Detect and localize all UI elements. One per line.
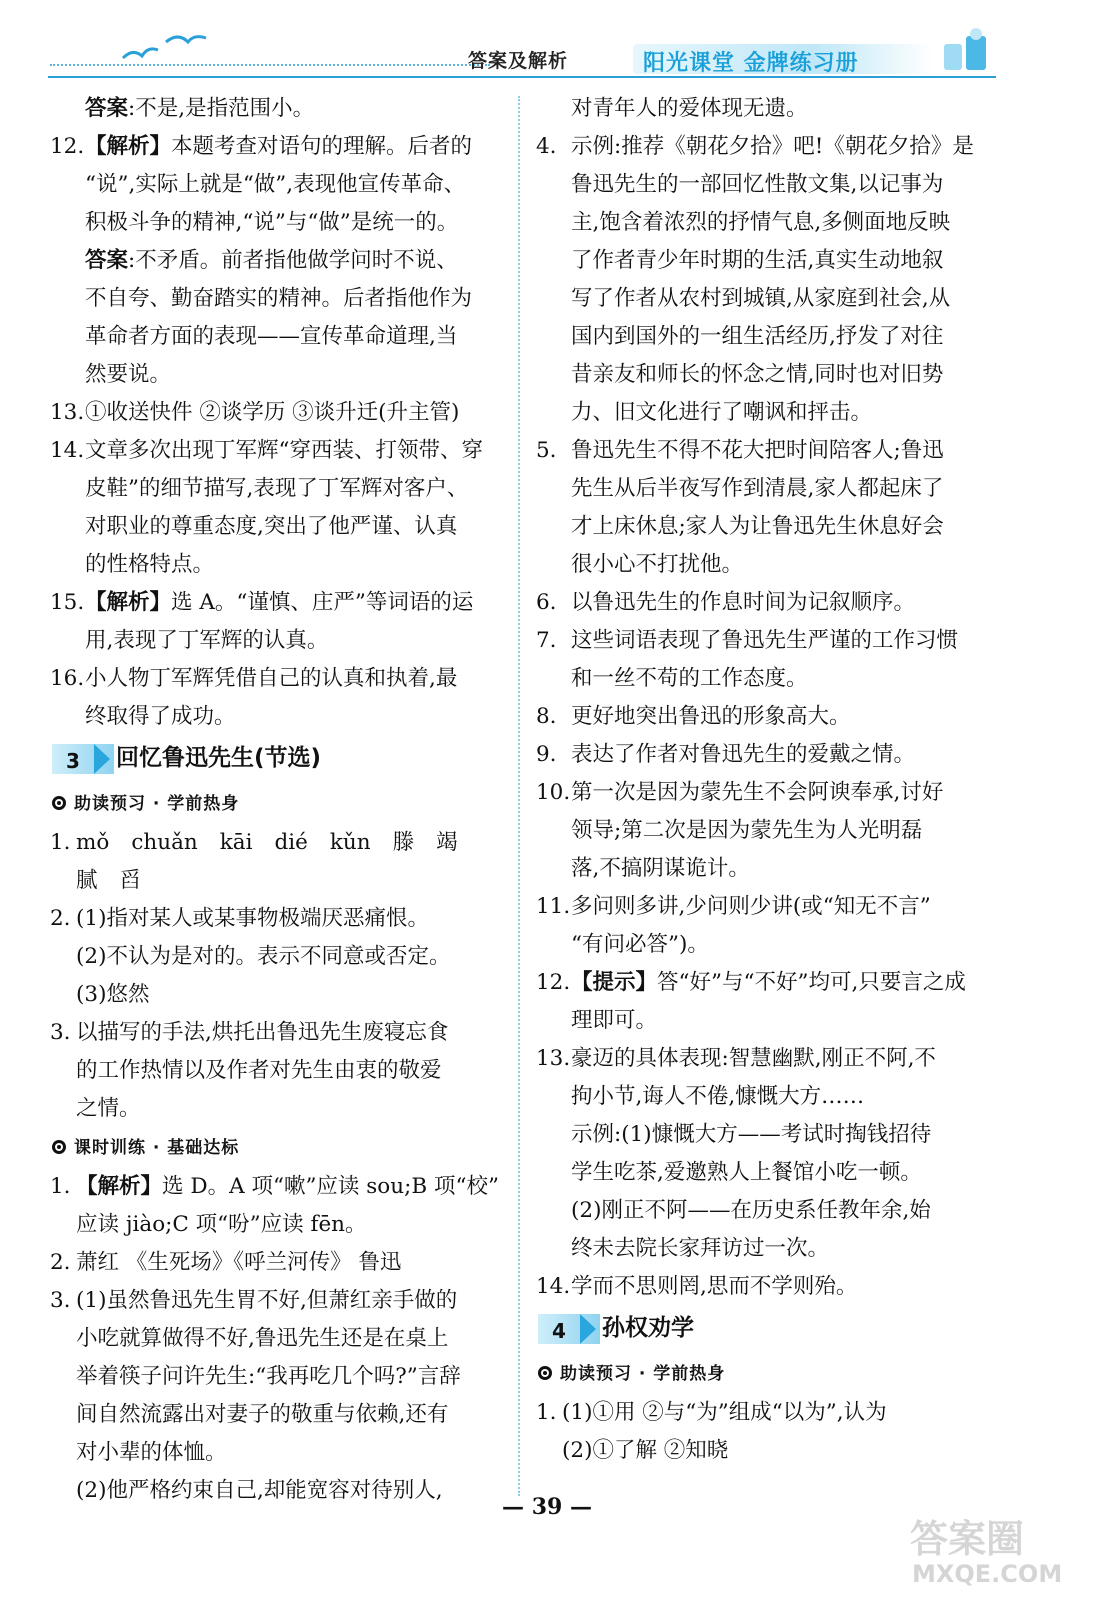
item-line: 理即可。	[571, 1008, 658, 1033]
item-line: 学生吃茶,爱邀熟人上餐馆小吃一顿。	[571, 1160, 922, 1185]
item-line: 力、旧文化进行了嘲讽和抨击。	[571, 400, 873, 425]
item-number: 12.	[50, 134, 85, 159]
item-number: 14.	[50, 438, 85, 463]
answer-item	[50, 128, 520, 242]
pinyin-item: mǒ	[76, 830, 110, 855]
page-number: — 39 —	[502, 1494, 592, 1520]
right-column	[536, 90, 1006, 1470]
item-line: 国内到国外的一组生活经历,抒发了对往	[571, 324, 944, 349]
item-number: 1.	[50, 830, 71, 855]
answer-item	[50, 1168, 520, 1244]
item-line: 拘小节,诲人不倦,慷慨大方……	[571, 1084, 865, 1109]
svg-text:MXQE.COM: MXQE.COM	[912, 1560, 1063, 1588]
answer-item	[536, 1040, 1006, 1268]
item-line: 这些词语表现了鲁迅先生严谨的工作习惯	[571, 628, 959, 653]
item-line: 很小心不打扰他。	[571, 552, 744, 577]
pinyin-item: 竭	[436, 830, 458, 855]
answer-label: 答案	[85, 96, 129, 121]
page-header	[48, 40, 996, 82]
item-line: 文章多次出现丁军辉“穿西装、打领带、穿	[85, 438, 483, 463]
item-number: 4.	[536, 134, 557, 159]
item-line: 【解析】本题考查对语句的理解。后者的	[85, 134, 473, 159]
item-number: 3.	[50, 1288, 71, 1313]
bullet-icon	[538, 1366, 552, 1380]
item-number: 2.	[50, 906, 71, 931]
pinyin-item: dié	[274, 830, 308, 855]
item-tag: 【提示】	[571, 970, 658, 995]
section-number: 4	[552, 1319, 566, 1343]
item-tag: 【解析】	[85, 134, 172, 159]
item-line: ①收送快件 ②谈学历 ③谈升迁(升主管)	[85, 400, 460, 425]
answer-item	[50, 900, 520, 1014]
item-line: 以鲁迅先生的作息时间为记叙顺序。	[571, 590, 916, 615]
item-number: 1.	[50, 1174, 71, 1199]
item-line: 和一丝不苟的工作态度。	[571, 666, 808, 691]
item-line: 【提示】答“好”与“不好”均可,只要言之成	[571, 970, 966, 995]
header-title: 答案及解析	[468, 50, 569, 72]
answer-item	[536, 432, 1006, 584]
answer-item	[536, 1394, 1006, 1470]
item-line: “有问必答”)。	[571, 932, 709, 957]
item-line: 更好地突出鲁迅的形象高大。	[571, 704, 851, 729]
subsection-heading: 课时训练 · 基础达标	[50, 1128, 520, 1168]
item-line: (1)虽然鲁迅先生胃不好,但萧红亲手做的	[76, 1288, 458, 1313]
item-line: 示例:(1)慷慨大方——考试时掏钱招待	[571, 1122, 932, 1147]
pinyin-item: 舀	[119, 868, 142, 893]
header-rule	[48, 76, 996, 78]
svg-text:答案圈: 答案圈	[910, 1517, 1025, 1561]
item-number: 1.	[536, 1400, 557, 1425]
item-number: 15.	[50, 590, 85, 615]
item-line: (2)不认为是对的。表示不同意或否定。	[76, 944, 451, 969]
pinyin-item: 滕	[392, 830, 415, 855]
item-line: “说”,实际上就是“做”,表现他宣传革命、	[85, 172, 466, 197]
pinyin-item: chuǎn	[131, 830, 198, 855]
item-number: 9.	[536, 742, 557, 767]
answer-item	[50, 432, 520, 584]
item-line: 多问则多讲,少问则少讲(或“知无不言”	[571, 894, 931, 919]
item-line: 应读 jiào;C 项“吩”应读 fēn。	[76, 1212, 367, 1237]
item-line: 先生从后半夜写作到清晨,家人都起床了	[571, 476, 944, 501]
item-line: 落,不搞阴谋诡计。	[571, 856, 750, 881]
item-line: 皮鞋”的细节描写,表现了丁军辉对客户、	[85, 476, 469, 501]
answer-item	[536, 1268, 1006, 1306]
item-number: 3.	[50, 1020, 71, 1045]
answer-item	[536, 622, 1006, 698]
item-number: 6.	[536, 590, 557, 615]
item-line: 领导;第二次是因为蒙先生为人光明磊	[571, 818, 923, 843]
item-line: 积极斗争的精神,“说”与“做”是统一的。	[85, 210, 459, 235]
item-line: 的性格特点。	[85, 552, 215, 577]
item-line: 小吃就算做得不好,鲁迅先生还是在桌上	[76, 1326, 449, 1351]
item-line: 用,表现了丁军辉的认真。	[85, 628, 329, 653]
item-line: 豪迈的具体表现:智慧幽默,刚正不阿,不	[571, 1046, 936, 1071]
section-heading	[50, 738, 520, 784]
item-line: 小人物丁军辉凭借自己的认真和执着,最	[85, 666, 458, 691]
section-heading	[536, 1308, 1006, 1354]
answer-line: 答案:不矛盾。前者指他做学问时不说、	[85, 248, 458, 273]
item-line: (2)他严格约束自己,却能宽容对待别人,	[76, 1478, 443, 1503]
answer-item	[50, 824, 520, 900]
answer-item	[50, 584, 520, 660]
subsection-heading: 助读预习 · 学前热身	[50, 784, 520, 824]
item-line: 的工作热情以及作者对先生由衷的敬爱	[76, 1058, 442, 1083]
answer-line: 答案:不是,是指范围小。	[85, 96, 315, 121]
bullet-icon	[52, 1140, 66, 1154]
item-line: 了作者青少年时期的生活,真实生动地叙	[571, 248, 944, 273]
item-line: 鲁迅先生不得不花大把时间陪客人;鲁迅	[571, 438, 944, 463]
item-number: 10.	[536, 780, 571, 805]
item-line: 终取得了成功。	[85, 704, 236, 729]
item-line: 示例:推荐《朝花夕拾》吧!《朝花夕拾》是	[571, 134, 974, 159]
answer-item	[536, 698, 1006, 736]
item-line: 【解析】选 D。A 项“嗽”应读 sou;B 项“校”	[76, 1174, 499, 1199]
answer-item	[50, 660, 520, 736]
answer-item	[536, 964, 1006, 1040]
item-number: 14.	[536, 1274, 571, 1299]
item-number: 5.	[536, 438, 557, 463]
answer-item	[50, 1244, 520, 1282]
item-line: (1)①用 ②与“为”组成“以为”,认为	[562, 1400, 887, 1425]
item-line: 对职业的尊重态度,突出了他严谨、认真	[85, 514, 458, 539]
section-title: 孙权劝学	[602, 1315, 694, 1341]
header-dotted-line	[50, 64, 490, 66]
item-tag: 【解析】	[76, 1174, 163, 1199]
item-line: 萧红 《生死场》《呼兰河传》 鲁迅	[76, 1250, 402, 1275]
item-line: 才上床休息;家人为让鲁迅先生休息好会	[571, 514, 944, 539]
answer-item	[536, 774, 1006, 888]
cup-icon	[938, 26, 994, 78]
brand-text: 阳光课堂 金牌练习册	[643, 51, 859, 76]
item-number: 2.	[50, 1250, 71, 1275]
item-line: 学而不思则罔,思而不学则殆。	[571, 1274, 858, 1299]
item-line: 表达了作者对鲁迅先生的爱戴之情。	[571, 742, 916, 767]
item-line: (2)刚正不阿——在历史系任教年余,始	[571, 1198, 931, 1223]
answer-item	[536, 584, 1006, 622]
answer-line: 革命者方面的表现——宣传革命道理,当	[85, 324, 458, 349]
item-number: 12.	[536, 970, 571, 995]
answer-item	[50, 1014, 520, 1128]
answer-item	[536, 736, 1006, 774]
item-line: 【解析】选 A。“谨慎、庄严”等词语的运	[85, 590, 474, 615]
answer-line: 不自夸、勤奋踏实的精神。后者指他作为	[85, 286, 473, 311]
brand-banner	[633, 44, 933, 74]
item-line: 昔亲友和师长的怀念之情,同时也对旧势	[571, 362, 944, 387]
item-line: (3)悠然	[76, 982, 150, 1007]
answer-item	[50, 1282, 520, 1510]
section-title: 回忆鲁迅先生(节选)	[116, 745, 322, 771]
item-tag: 【解析】	[85, 590, 172, 615]
item-line: 终未去院长家拜访过一次。	[571, 1236, 830, 1261]
item-number: 11.	[536, 894, 571, 919]
item-number: 16.	[50, 666, 85, 691]
answer-line: 然要说。	[85, 362, 172, 387]
watermark-logo	[900, 1510, 1080, 1590]
item-line: 第一次是因为蒙先生不会阿谀奉承,讨好	[571, 780, 944, 805]
item-line: (1)指对某人或某事物极端厌恶痛恨。	[76, 906, 429, 931]
chevron-right-icon	[580, 1314, 596, 1344]
chevron-right-icon	[94, 744, 110, 774]
pinyin-item: kǔn	[329, 830, 371, 855]
item-line: (2)①了解 ②知晓	[562, 1438, 729, 1463]
item-line: 鲁迅先生的一部回忆性散文集,以记事为	[571, 172, 944, 197]
item-line: 举着筷子问许先生:“我再吃几个吗?”言辞	[76, 1364, 461, 1389]
item-line: 间自然流露出对妻子的敬重与依赖,还有	[76, 1402, 449, 1427]
subsection-heading: 助读预习 · 学前热身	[536, 1354, 1006, 1394]
item-number: 7.	[536, 628, 557, 653]
answer-item	[536, 888, 1006, 964]
item-number: 13.	[536, 1046, 571, 1071]
answer-label: 答案	[85, 248, 129, 273]
pinyin-item: 腻	[76, 868, 98, 893]
bullet-icon	[52, 796, 66, 810]
answer-item	[50, 394, 520, 432]
section-number: 3	[66, 749, 80, 773]
item-number: 8.	[536, 704, 557, 729]
item-line: 写了作者从农村到城镇,从家庭到社会,从	[571, 286, 951, 311]
item-line: 之情。	[76, 1096, 141, 1121]
item-number: 13.	[50, 400, 85, 425]
answer-item	[536, 128, 1006, 432]
item-line: 对小辈的体恤。	[76, 1440, 227, 1465]
pinyin-item: kāi	[219, 830, 253, 855]
item-line: 以描写的手法,烘托出鲁迅先生废寝忘食	[76, 1020, 449, 1045]
left-column	[50, 90, 520, 1510]
answer-line: 对青年人的爱体现无遗。	[571, 96, 808, 121]
item-line: 主,饱含着浓烈的抒情气息,多侧面地反映	[571, 210, 951, 235]
